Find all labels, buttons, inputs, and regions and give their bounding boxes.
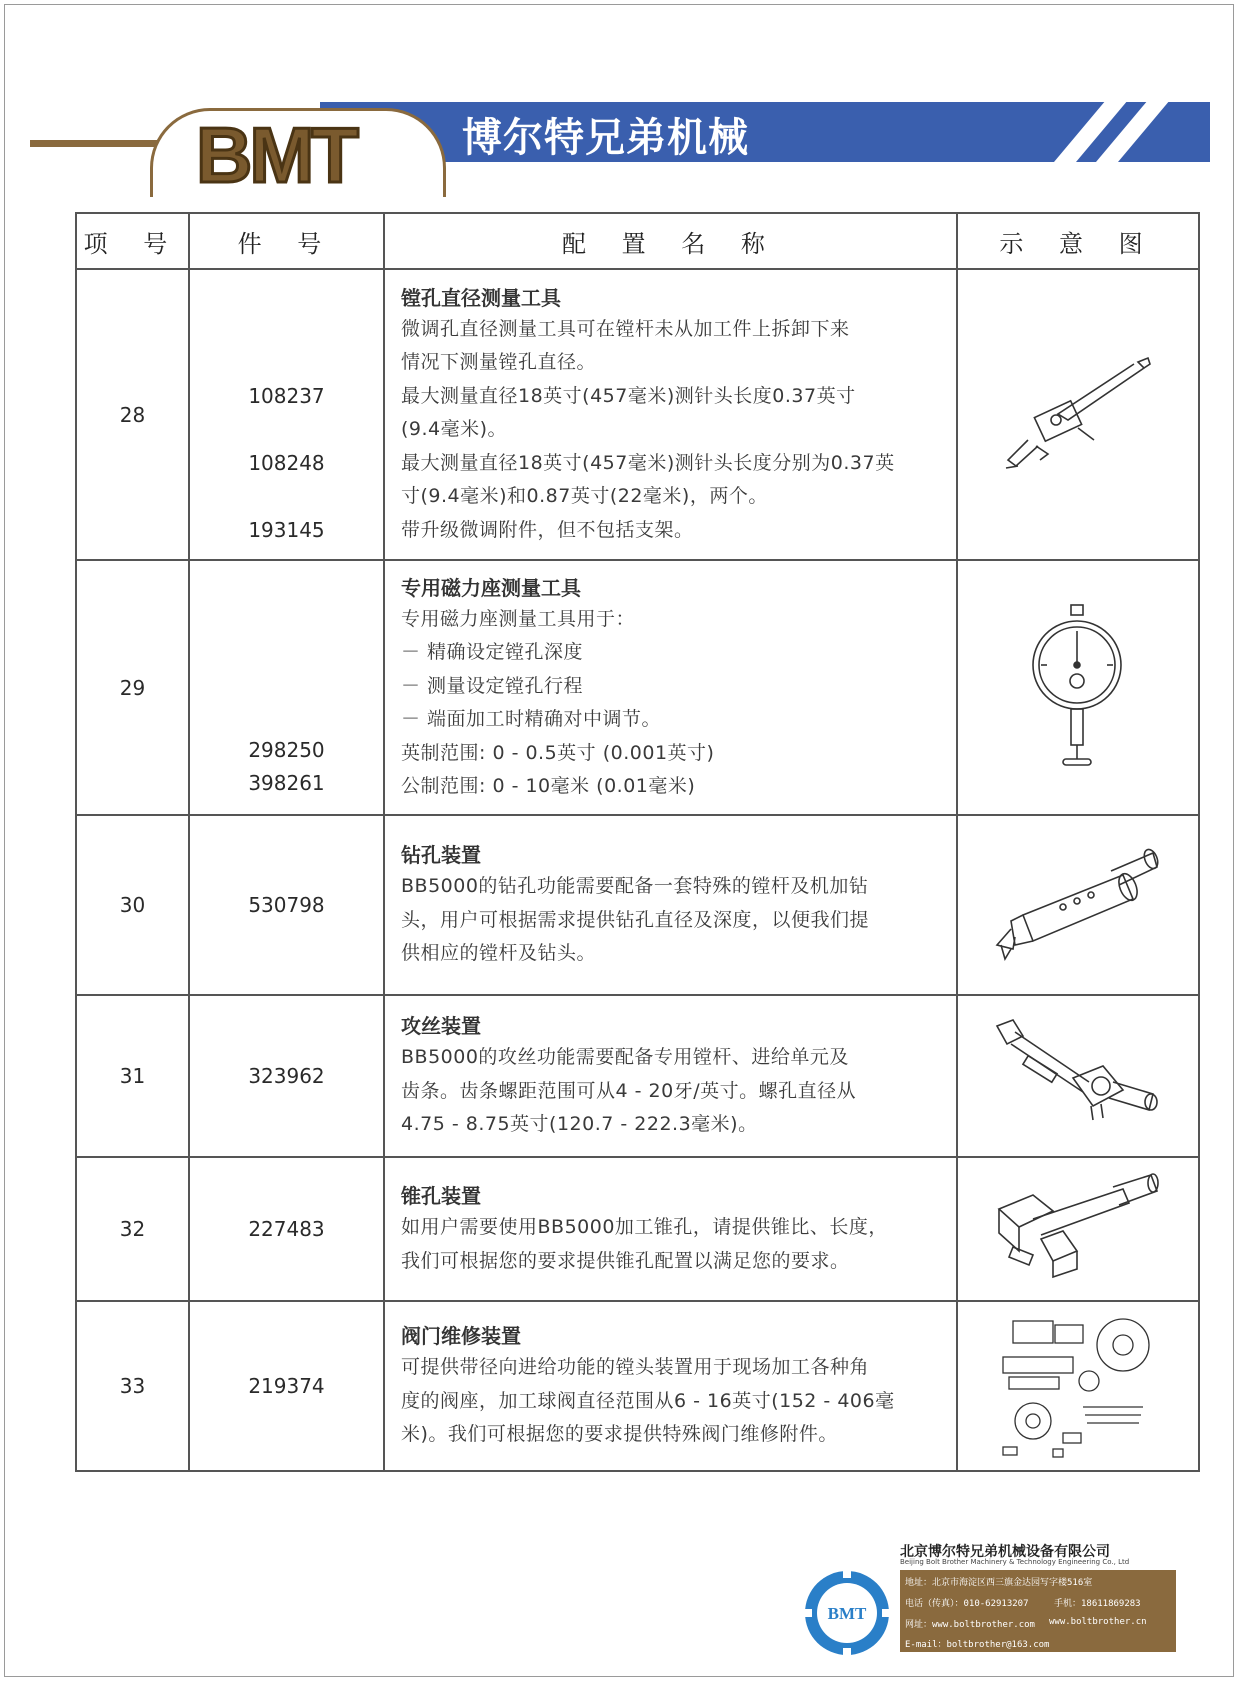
config-description [384, 815, 957, 995]
desc-line: BB5000的钻孔功能需要配备一套特殊的镗杆及机加钻 [401, 875, 869, 898]
diagram-cell [957, 995, 1199, 1157]
table-row [76, 269, 1199, 560]
config-description [384, 560, 957, 815]
config-table [75, 212, 1200, 1472]
desc-line: 可提供带径向进给功能的镗头装置用于现场加工各种角 [401, 1356, 870, 1379]
part-numbers [189, 269, 384, 560]
config-description [384, 1157, 957, 1301]
table-row [76, 560, 1199, 815]
diagram-cell [957, 269, 1199, 560]
desc-line: － 测量设定镗孔行程 [401, 674, 584, 697]
table-row [76, 995, 1199, 1157]
table-row [76, 1301, 1199, 1471]
part-number: 530798 [189, 815, 384, 995]
config-title: 攻丝装置 [401, 1014, 481, 1039]
desc-line: BB5000的攻丝功能需要配备专用镗杆、进给单元及 [401, 1046, 849, 1069]
config-description [384, 1301, 957, 1471]
part-number: 219374 [189, 1301, 384, 1471]
desc-line: 寸(9.4毫米)和0.87英寸(22毫米)，两个。 [401, 485, 768, 508]
phone-text: 电话（传真）：010-62913207 [905, 1599, 1029, 1609]
desc-line: 公制范围: 0 - 10毫米 (0.01毫米) [401, 775, 696, 797]
desc-line: － 精确设定镗孔深度 [401, 641, 584, 663]
desc-line: 英制范围: 0 - 0.5英寸 (0.001英寸) [401, 741, 715, 764]
desc-line: 最大测量直径18英寸(457毫米)测针头长度分别为0.37英 [401, 451, 895, 474]
desc-line: 米)。我们可根据您的要求提供特殊阀门维修附件。 [401, 1423, 838, 1446]
config-title: 锥孔装置 [401, 1184, 481, 1208]
email-link[interactable]: E-mail：boltbrother@163.com [905, 1640, 1050, 1650]
bore-gauge-illustration [998, 350, 1158, 480]
item-number: 30 [76, 815, 189, 995]
address-text: 地址：北京市海淀区西三旗金达园写字楼516室 [905, 1578, 1093, 1588]
item-number: 32 [76, 1157, 189, 1301]
page-title: 博尔特兄弟机械 [462, 114, 749, 161]
taper-boring-illustration [993, 1169, 1163, 1289]
diagram-cell [957, 560, 1199, 815]
mobile-text: 手机：18611869283 [1054, 1599, 1141, 1609]
dial-indicator-illustration [1023, 603, 1133, 773]
part-number: 108237 [248, 384, 325, 408]
company-logo-text: BMT [827, 1604, 867, 1623]
desc-line: 供相应的镗杆及钻头。 [401, 942, 597, 965]
config-description [384, 995, 957, 1157]
header-item: 项 号 [76, 213, 189, 269]
desc-line: 如用户需要使用BB5000加工锥孔，请提供锥比、长度， [401, 1216, 888, 1238]
desc-line: 4.75 - 8.75英寸(120.7 - 222.3毫米)。 [401, 1113, 758, 1136]
diagram-cell [957, 1301, 1199, 1471]
diagram-cell [957, 1157, 1199, 1301]
company-logo-icon [802, 1568, 892, 1658]
desc-line: － 端面加工时精确对中调节。 [401, 708, 662, 730]
part-number: 298250 [248, 738, 325, 762]
desc-line: 齿条。齿条螺距范围可从4 - 20牙/英寸。螺孔直径从 [401, 1079, 857, 1102]
config-title: 专用磁力座测量工具 [401, 575, 581, 600]
header-name: 配 置 名 称 [384, 213, 957, 269]
table-row [76, 815, 1199, 995]
part-number: 193145 [248, 518, 325, 542]
website-link[interactable]: 网址：www.boltbrother.com [905, 1620, 1035, 1630]
desc-line: 带升级微调附件，但不包括支架。 [401, 518, 694, 541]
item-number: 28 [76, 269, 189, 560]
config-title: 钻孔装置 [401, 843, 481, 868]
header-accent-line [30, 140, 160, 147]
desc-line: 最大测量直径18英寸(457毫米)测针头长度0.37英寸 [401, 384, 856, 407]
desc-line: 头，用户可根据需求提供钻孔直径及深度，以便我们提 [401, 908, 870, 931]
tapping-unit-illustration [993, 1016, 1163, 1136]
desc-line: (9.4毫米)。 [401, 418, 508, 441]
desc-line: 我们可根据您的要求提供锥孔配置以满足您的要求。 [401, 1249, 850, 1272]
drilling-unit-illustration [993, 845, 1163, 965]
part-number: 108248 [248, 451, 325, 475]
desc-line: 专用磁力座测量工具用于： [401, 607, 636, 630]
desc-line: 度的阀座，加工球阀直径范围从6 - 16英寸(152 - 406毫 [401, 1389, 895, 1412]
item-number: 29 [76, 560, 189, 815]
part-number: 227483 [189, 1157, 384, 1301]
table-header-row [76, 213, 1199, 269]
config-title: 阀门维修装置 [401, 1324, 521, 1349]
valve-repair-kit-illustration [993, 1311, 1163, 1461]
company-name: 北京博尔特兄弟机械设备有限公司 [900, 1544, 1110, 1560]
part-number: 323962 [189, 995, 384, 1157]
company-name-en: Beijing Bolt Brother Machinery & Technology Engineering Co., Ltd [900, 1558, 1130, 1566]
table-row [76, 1157, 1199, 1301]
config-title: 镗孔直径测量工具 [401, 285, 561, 310]
config-description [384, 269, 957, 560]
part-number: 398261 [248, 771, 325, 795]
header-part: 件 号 [189, 213, 384, 269]
diagram-cell [957, 815, 1199, 995]
item-number: 33 [76, 1301, 189, 1471]
desc-line: 情况下测量镗孔直径。 [401, 351, 597, 374]
website-link-cn[interactable]: www.boltbrother.cn [1049, 1617, 1147, 1627]
brand-logo: BMT [196, 111, 356, 199]
part-numbers [189, 560, 384, 815]
header-pic: 示 意 图 [957, 213, 1199, 269]
desc-line: 微调孔直径测量工具可在镗杆未从加工件上拆卸下来 [401, 317, 850, 340]
item-number: 31 [76, 995, 189, 1157]
